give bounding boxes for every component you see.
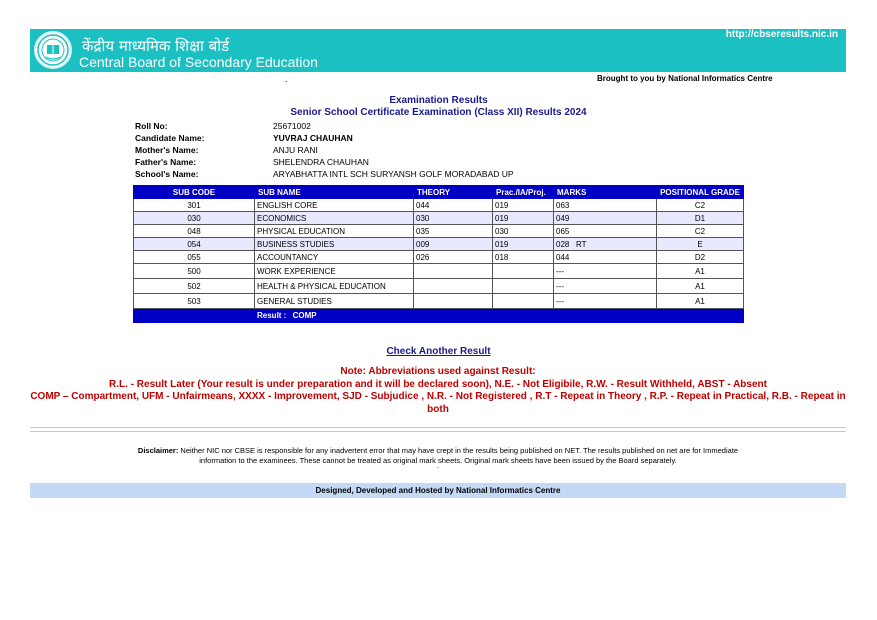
candidate-name-label: Candidate Name:: [135, 133, 205, 143]
board-name-english: Central Board of Secondary Education: [79, 54, 318, 70]
sub-name: ENGLISH CORE: [255, 199, 414, 212]
result-cell: [255, 309, 744, 323]
sub-code: 500: [134, 264, 255, 279]
brought-by-text: Brought to you by National Informatics Centre: [597, 74, 773, 83]
sub-code: 054: [134, 238, 255, 251]
board-name-hindi: केंद्रीय माध्यमिक शिक्षा बोर्ड: [82, 37, 230, 55]
total-marks: 044: [554, 251, 657, 264]
table-header-row: [134, 186, 744, 199]
father-name-label: Father's Name:: [135, 157, 197, 167]
site-header: [30, 29, 846, 72]
positional-grade: C2: [657, 199, 744, 212]
column-header: THEORY: [414, 186, 493, 199]
sub-name: HEALTH & PHYSICAL EDUCATION: [255, 279, 414, 294]
positional-grade: D2: [657, 251, 744, 264]
table-row: [134, 238, 744, 251]
sub-name: GENERAL STUDIES: [255, 294, 414, 309]
practical-marks: [493, 294, 554, 309]
result-value: COMP: [292, 311, 317, 320]
positional-grade: C2: [657, 225, 744, 238]
sub-name: PHYSICAL EDUCATION: [255, 225, 414, 238]
table-row: [134, 251, 744, 264]
exam-title: Senior School Certificate Examination (Class XII) Results 2024: [290, 107, 587, 118]
marks-table: [133, 185, 744, 323]
practical-marks: [493, 264, 554, 279]
result-label: Result :: [257, 311, 287, 320]
cbse-emblem-icon: [34, 31, 72, 69]
total-marks: ---: [554, 264, 657, 279]
sub-name: WORK EXPERIENCE: [255, 264, 414, 279]
page-title: Examination Results: [389, 95, 488, 106]
total-marks: ---: [554, 279, 657, 294]
separator-dot: .: [285, 74, 288, 84]
total-marks: ---: [554, 294, 657, 309]
table-row: [134, 264, 744, 279]
practical-marks: [493, 279, 554, 294]
practical-marks: 019: [493, 238, 554, 251]
page-title-block: [0, 95, 877, 119]
roll-label: Roll No:: [135, 121, 168, 131]
positional-grade: A1: [657, 294, 744, 309]
divider: [30, 431, 846, 432]
positional-grade: E: [657, 238, 744, 251]
result-spacer: [134, 309, 255, 323]
positional-grade: A1: [657, 264, 744, 279]
mother-name-value: ANJU RANI: [273, 145, 318, 155]
divider: [30, 427, 846, 428]
sub-code: 502: [134, 279, 255, 294]
check-another-result-link[interactable]: Check Another Result: [386, 346, 491, 357]
note-line-2: COMP – Compartment, UFM - Unfairmeans, XXXX - Improvement, SJD - Subjudice , N.R. - Not Registered , R.T - Repeat in Theory , R.P. - Repeat in Practical, R.B. - Repeat in both: [30, 391, 846, 415]
table-row: [134, 279, 744, 294]
table-row: [134, 225, 744, 238]
theory-marks: 009: [414, 238, 493, 251]
practical-marks: 018: [493, 251, 554, 264]
total-marks: 028 RT: [554, 238, 657, 251]
column-header: MARKS: [554, 186, 657, 199]
table-row: [134, 294, 744, 309]
theory-marks: [414, 294, 493, 309]
note-title: Note: Abbreviations used against Result:: [340, 366, 536, 377]
sub-code: 048: [134, 225, 255, 238]
candidate-name-value: YUVRAJ CHAUHAN: [273, 133, 353, 143]
sub-code: 055: [134, 251, 255, 264]
theory-marks: 026: [414, 251, 493, 264]
sub-code: 503: [134, 294, 255, 309]
practical-marks: 019: [493, 199, 554, 212]
column-header: SUB NAME: [255, 186, 414, 199]
total-marks: 065: [554, 225, 657, 238]
practical-marks: 019: [493, 212, 554, 225]
sub-name: ACCOUNTANCY: [255, 251, 414, 264]
practical-marks: 030: [493, 225, 554, 238]
theory-marks: [414, 279, 493, 294]
school-name-label: School's Name:: [135, 169, 199, 179]
column-header: POSITIONAL GRADE: [657, 186, 744, 199]
site-url[interactable]: http://cbseresults.nic.in: [725, 29, 838, 40]
theory-marks: 030: [414, 212, 493, 225]
positional-grade: A1: [657, 279, 744, 294]
mother-name-label: Mother's Name:: [135, 145, 199, 155]
theory-marks: 044: [414, 199, 493, 212]
table-row: [134, 212, 744, 225]
footer-credit: Designed, Developed and Hosted by National Informatics Centre: [30, 483, 846, 498]
result-row: [134, 309, 744, 323]
column-header: SUB CODE: [134, 186, 255, 199]
separator-dot: .: [437, 463, 439, 470]
sub-code: 301: [134, 199, 255, 212]
positional-grade: D1: [657, 212, 744, 225]
sub-name: ECONOMICS: [255, 212, 414, 225]
school-name-value: ARYABHATTA INTL SCH SURYANSH GOLF MORADABAD UP: [273, 169, 514, 179]
note-line-1: R.L. - Result Later (Your result is under preparation and it will be declared soon), N.E. - Not Eligibile, R.W. - Result Withheld, ABST - Absent: [109, 378, 767, 390]
abbreviations-note: [30, 366, 846, 416]
theory-marks: 035: [414, 225, 493, 238]
disclaimer-text: Neither NIC nor CBSE is responsible for any inadvertent error that may have crept in the results being published on NET. The results published on net are for Immediate information to the examinees. These cannot be treated as original mark sheets. Original mark sheets have been issued by the Board separately.: [178, 446, 739, 465]
table-row: [134, 199, 744, 212]
father-name-value: SHELENDRA CHAUHAN: [273, 157, 369, 167]
disclaimer-label: Disclaimer:: [137, 446, 179, 455]
sub-code: 030: [134, 212, 255, 225]
total-marks: 063: [554, 199, 657, 212]
column-header: Prac./IA/Proj.: [493, 186, 554, 199]
total-marks: 049: [554, 212, 657, 225]
theory-marks: [414, 264, 493, 279]
sub-name: BUSINESS STUDIES: [255, 238, 414, 251]
roll-value: 25671002: [273, 121, 311, 131]
